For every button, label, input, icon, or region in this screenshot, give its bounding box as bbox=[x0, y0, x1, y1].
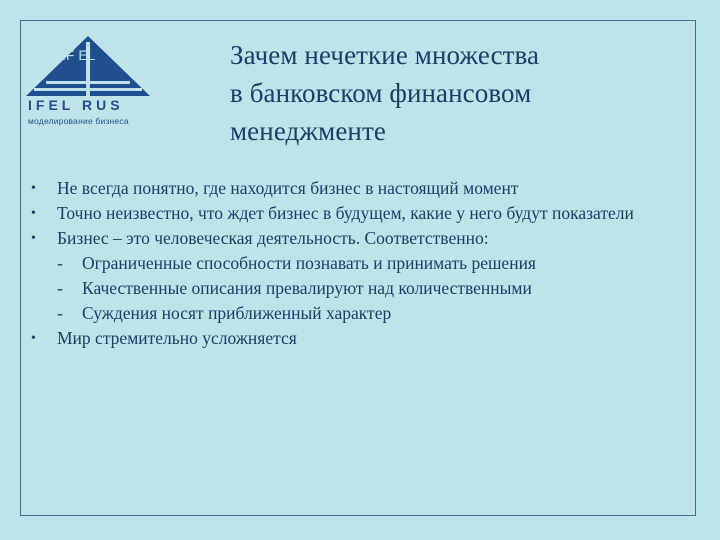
ifel-rus-logo bbox=[26, 36, 150, 126]
logo-top-text: IF EL bbox=[62, 47, 96, 63]
sub-bullet-text: Суждения носят приближенный характер bbox=[82, 303, 392, 323]
bullet-item bbox=[31, 226, 681, 251]
bullet-icon: • bbox=[31, 206, 36, 221]
bullet-icon: • bbox=[31, 181, 36, 196]
title-line: Зачем нечеткие множества bbox=[230, 40, 540, 70]
sub-bullet-item bbox=[57, 276, 681, 301]
bullet-list bbox=[31, 176, 681, 351]
sub-bullet-item bbox=[57, 301, 681, 326]
bullet-item bbox=[31, 201, 681, 226]
slide-title bbox=[230, 36, 680, 150]
bullet-text: Не всегда понятно, где находится бизнес в настоящий момент bbox=[57, 178, 519, 198]
sub-bullet-item bbox=[57, 251, 681, 276]
bullet-icon: • bbox=[31, 231, 36, 246]
bullet-text: Бизнес – это человеческая деятельность. Соответственно: bbox=[57, 228, 489, 248]
bullet-text: Мир стремительно усложняется bbox=[57, 328, 297, 348]
title-line: в банковском финансовом bbox=[230, 78, 532, 108]
logo-main-text: IFEL RUS bbox=[28, 97, 124, 113]
dash-icon: - bbox=[57, 278, 63, 298]
bullet-item bbox=[31, 176, 681, 201]
dash-icon: - bbox=[57, 253, 63, 273]
sub-bullet-text: Качественные описания превалируют над количественными bbox=[82, 278, 532, 298]
bullet-item bbox=[31, 326, 681, 351]
dash-icon: - bbox=[57, 303, 63, 323]
bullet-icon: • bbox=[31, 331, 36, 346]
sub-bullet-text: Ограниченные способности познавать и принимать решения bbox=[82, 253, 536, 273]
logo-subtitle: моделирование бизнеса bbox=[28, 116, 129, 126]
bullet-text: Точно неизвестно, что ждет бизнес в будущем, какие у него будут показатели bbox=[57, 203, 634, 223]
title-line: менеджменте bbox=[230, 116, 386, 146]
